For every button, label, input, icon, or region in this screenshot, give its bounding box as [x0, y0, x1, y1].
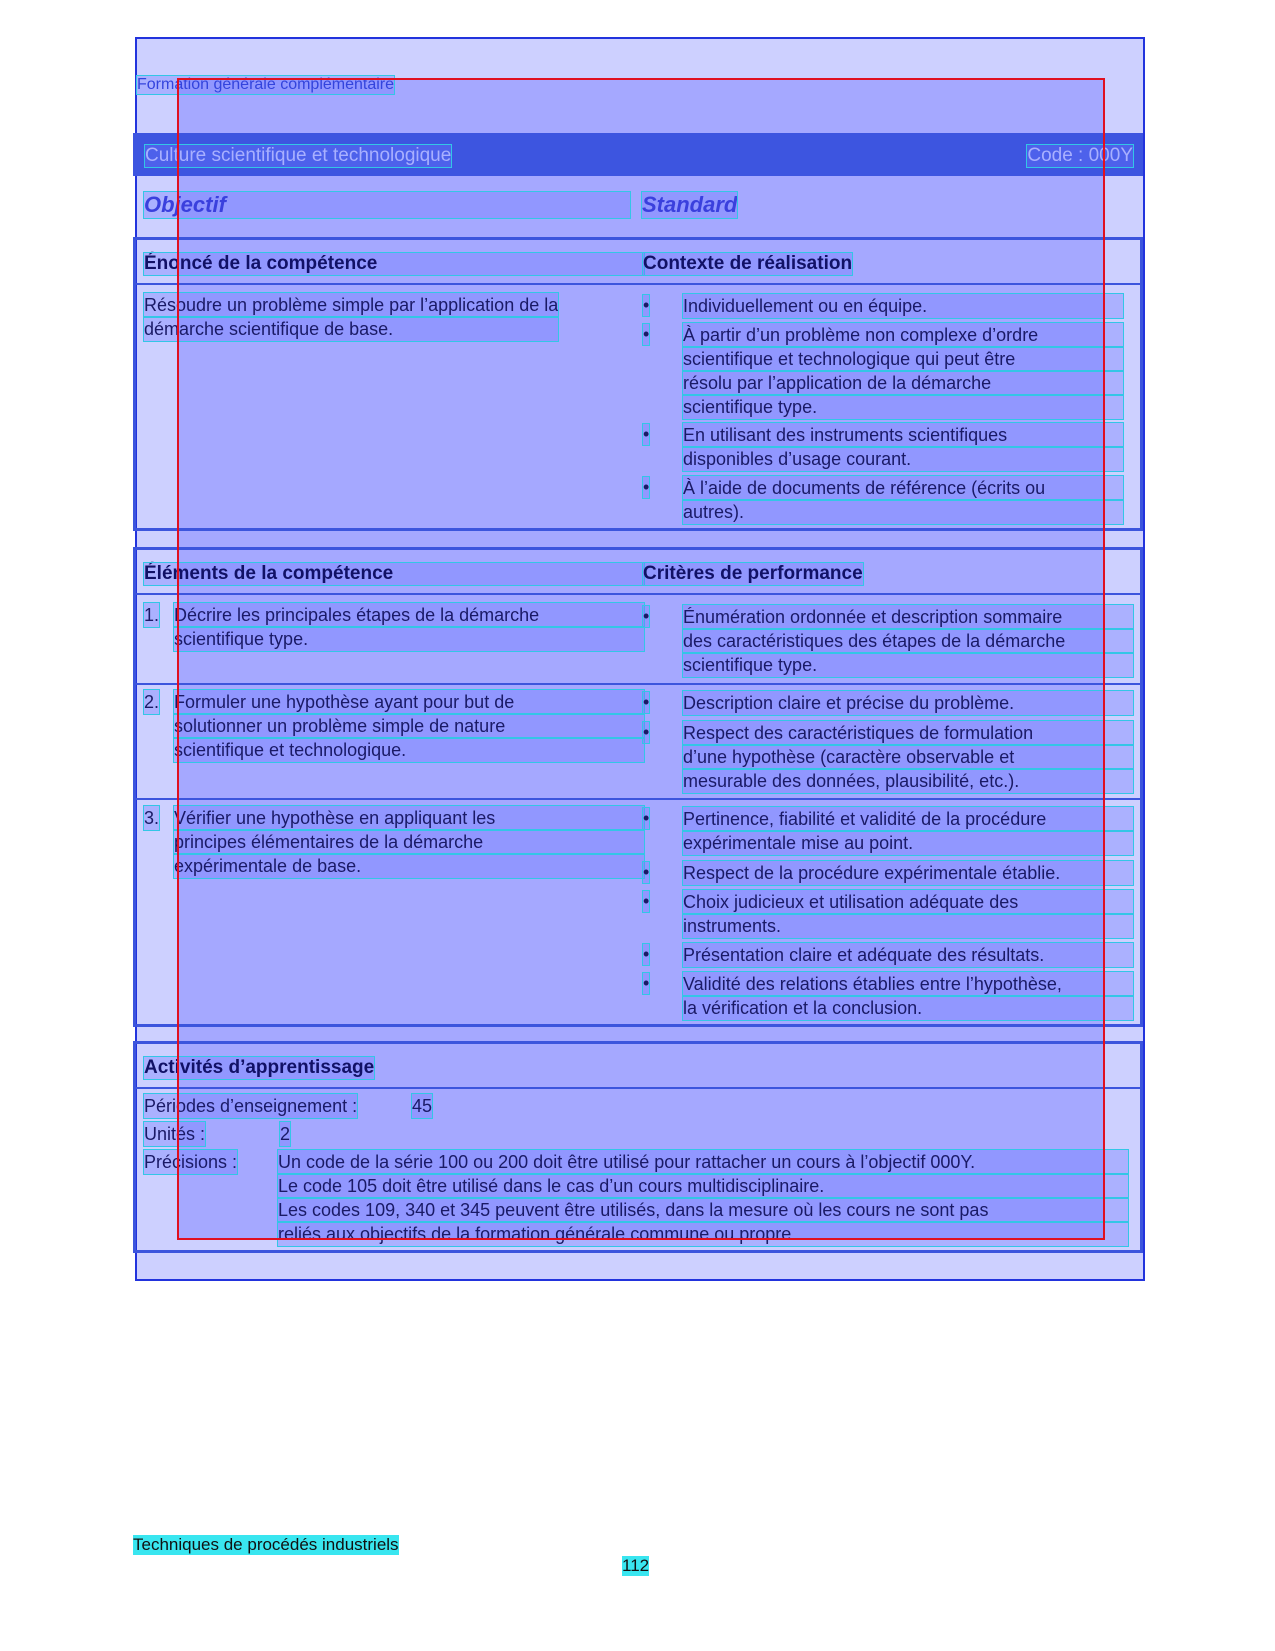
- precisions-text: Un code de la série 100 ou 200 doit être utilisé pour rattacher un cours à l’objectif 000Y. Le code 105 doit être utilisé dans le cas d’un cours multidisciplinaire. Les codes 109, 340 et 345 peuvent être utilisés, dans la mesure où les cours ne sont pas reliés aux objectifs de la formation générale commune ou propre.: [278, 1150, 1128, 1246]
- periodes-label: Périodes d’enseignement :: [144, 1096, 358, 1116]
- bullet-icon: •: [643, 722, 650, 742]
- critere-item: Pertinence, fiabilité et validité de la procédure expérimentale mise au point.: [683, 807, 1133, 855]
- band-code: Code : 000Y: [1027, 145, 1133, 166]
- bullet-icon: •: [643, 477, 650, 497]
- competence-box-header: [136, 240, 1140, 285]
- bullet-icon: •: [643, 891, 650, 911]
- enonce-title: Énoncé de la compétence: [144, 253, 644, 275]
- element-number: 3.: [144, 808, 160, 828]
- periodes-value: 45: [412, 1096, 433, 1116]
- title-band: [133, 133, 1143, 176]
- activites-box: [133, 1041, 1143, 1253]
- element-number: 1.: [144, 605, 160, 625]
- critere-item: Présentation claire et adéquate des résultats.: [683, 943, 1133, 967]
- unites-value: 2: [280, 1124, 291, 1144]
- activites-box-header: [136, 1044, 1140, 1089]
- element-text: Décrire les principales étapes de la démarche scientifique type.: [174, 603, 644, 651]
- unites-label: Unités :: [144, 1124, 206, 1144]
- bullet-icon: •: [643, 944, 650, 964]
- activites-title: Activités d’apprentissage: [144, 1057, 375, 1078]
- row-divider: [136, 798, 1140, 800]
- standard-heading: Standard: [642, 192, 738, 217]
- bullet-icon: •: [643, 606, 650, 626]
- critere-item: Choix judicieux et utilisation adéquate des instruments.: [683, 890, 1133, 938]
- contexte-item: Individuellement ou en équipe.: [683, 294, 1123, 318]
- bullet-icon: •: [643, 324, 650, 344]
- critere-item: Description claire et précise du problème.: [683, 691, 1133, 715]
- critere-item: Respect des caractéristiques de formulation d’une hypothèse (caractère observable et mesurable des données, plausibilité, etc.).: [683, 721, 1133, 793]
- criteres-title: Critères de performance: [643, 563, 863, 584]
- contexte-title: Contexte de réalisation: [643, 253, 853, 274]
- critere-item: Validité des relations établies entre l’hypothèse, la vérification et la conclusion.: [683, 972, 1133, 1020]
- bullet-icon: •: [643, 862, 650, 882]
- elements-box-header: [136, 550, 1140, 595]
- elements-title: Éléments de la compétence: [144, 563, 644, 585]
- element-number: 2.: [144, 692, 160, 712]
- contexte-item: À l’aide de documents de référence (écrits ou autres).: [683, 476, 1123, 524]
- element-text: Vérifier une hypothèse en appliquant les principes élémentaires de la démarche expérimentale de base.: [174, 806, 644, 878]
- row-divider: [136, 683, 1140, 685]
- footer-program: Techniques de procédés industriels: [133, 1535, 399, 1554]
- page-number: 112: [622, 1556, 650, 1575]
- precisions-label: Précisions :: [144, 1152, 238, 1172]
- bullet-icon: •: [643, 808, 650, 828]
- document-subtitle: Formation générale complémentaire: [137, 76, 395, 93]
- bullet-icon: •: [643, 424, 650, 444]
- element-text: Formuler une hypothèse ayant pour but de solutionner un problème simple de nature scientifique et technologique.: [174, 690, 644, 762]
- bullet-icon: •: [643, 973, 650, 993]
- contexte-item: En utilisant des instruments scientifiques disponibles d’usage courant.: [683, 423, 1123, 471]
- critere-item: Respect de la procédure expérimentale établie.: [683, 861, 1133, 885]
- elements-box: [133, 547, 1143, 1027]
- competence-box: [133, 237, 1143, 531]
- enonce-text: Résoudre un problème simple par l’application de la démarche scientifique de base.: [144, 295, 559, 339]
- objectif-heading: Objectif: [144, 192, 630, 218]
- band-title: Culture scientifique et technologique: [145, 145, 452, 166]
- contexte-item: À partir d’un problème non complexe d’ordre scientifique et technologique qui peut être résolu par l’application de la démarche scientifique type.: [683, 323, 1123, 419]
- critere-item: Énumération ordonnée et description sommaire des caractéristiques des étapes de la démarche scientifique type.: [683, 605, 1133, 677]
- bullet-icon: •: [643, 295, 650, 315]
- bullet-icon: •: [643, 692, 650, 712]
